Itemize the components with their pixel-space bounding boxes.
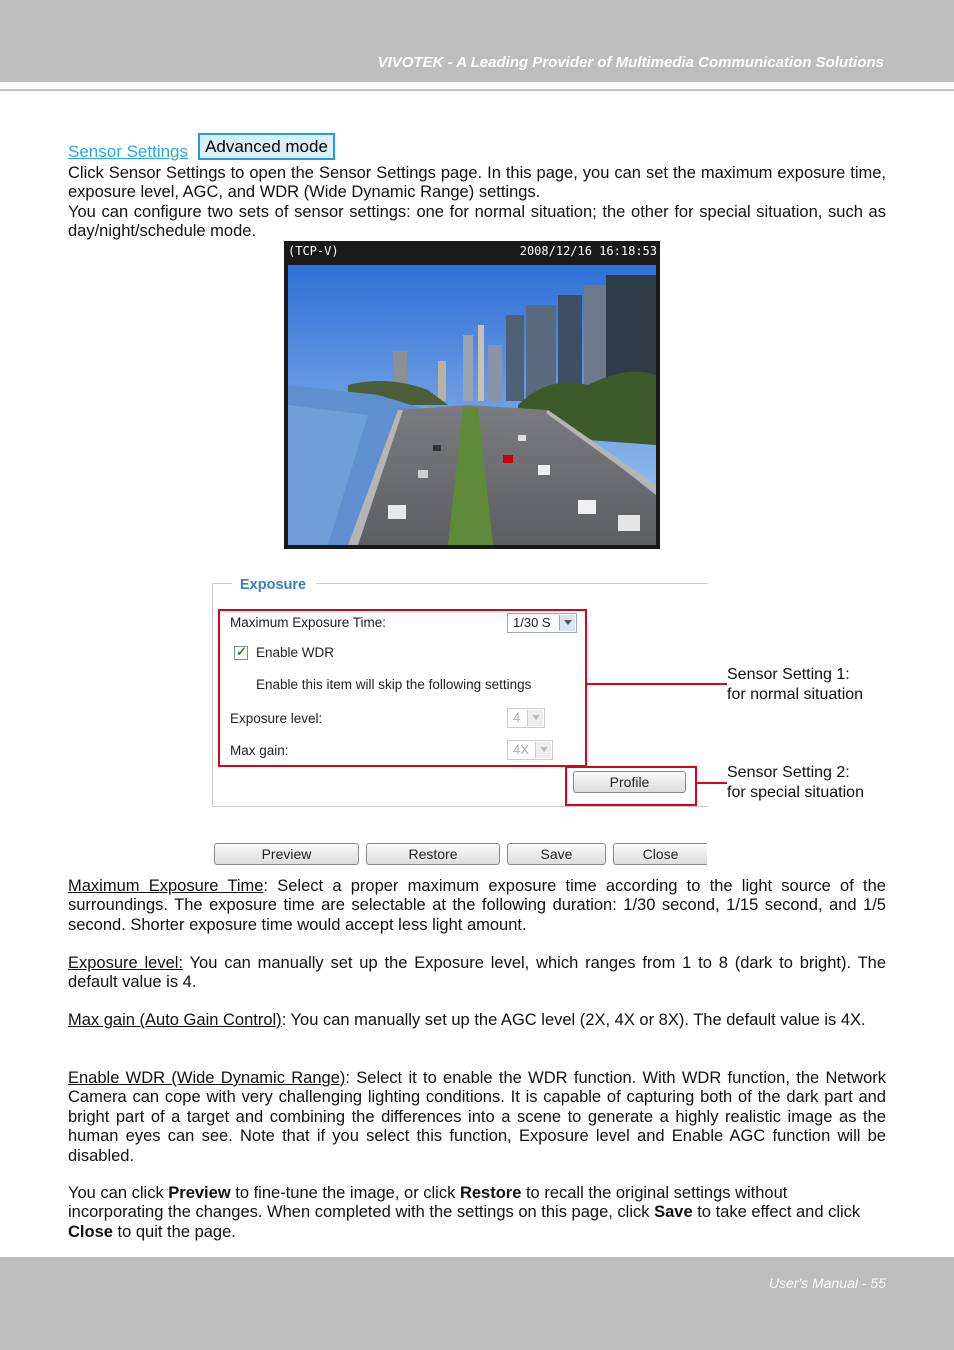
sensor-setting-2-highlight — [565, 766, 697, 806]
exposure-level-text: You can manually set up the Exposure level, which ranges from 1 to 8 (dark to bright). The default value is 4. — [68, 954, 887, 992]
camera-timestamp: 2008/12/16 16:18:53 — [519, 244, 657, 258]
advanced-mode-badge[interactable]: Advanced mode — [198, 133, 335, 160]
page-number: User's Manual - 55 — [768, 1275, 886, 1291]
exposure-level-description — [68, 954, 886, 993]
closing-text-4: to take effect and click — [692, 1203, 861, 1222]
closing-paragraph — [68, 1184, 886, 1242]
exposure-level-term: Exposure level: — [68, 954, 184, 972]
intro-paragraph-2: You can configure two sets of sensor settings: one for normal situation; the other for special situation, such as day/night/schedule mode. — [68, 203, 886, 241]
max-exposure-term: Maximum Exposure Time — [68, 877, 264, 895]
preview-button[interactable]: Preview — [214, 843, 359, 865]
save-button[interactable]: Save — [507, 843, 606, 865]
closing-restore: Restore — [459, 1184, 522, 1202]
note-2-desc: for special situation — [727, 783, 864, 801]
header-divider — [0, 89, 954, 91]
camera-info-bar — [284, 241, 660, 261]
max-gain-value: 4X — [513, 742, 529, 757]
sensor-setting-1-note — [727, 665, 863, 704]
profile-button[interactable]: Profile — [573, 771, 686, 793]
note-1-desc: for normal situation — [727, 685, 864, 703]
annotation-line-2 — [697, 782, 727, 784]
closing-text-1: You can click — [68, 1184, 169, 1202]
close-button[interactable]: Close — [613, 843, 707, 865]
max-gain-text: : You can manually set up the AGC level (2X, 4X or 8X). The default value is 4X. — [281, 1011, 866, 1029]
restore-button[interactable]: Restore — [366, 843, 500, 865]
intro-paragraph-1: Click Sensor Settings to open the Sensor Settings page. In this page, you can set the maximum exposure time, exposure level, AGC, and WDR (Wide Dynamic Range) settings. — [68, 164, 886, 202]
panel-top-border-right — [316, 583, 708, 584]
exposure-level-value: 4 — [513, 710, 521, 725]
max-gain-term: Max gain (Auto Gain Control) — [68, 1011, 282, 1029]
closing-text-2: to fine-tune the image, or click — [230, 1184, 460, 1202]
header-title: VIVOTEK - A Leading Provider of Multimedia Communication Solutions — [377, 54, 884, 71]
camera-source: (TCP-V) — [288, 244, 339, 258]
max-gain-description — [68, 1011, 886, 1030]
max-exposure-description — [68, 877, 886, 935]
closing-preview: Preview — [168, 1184, 231, 1202]
enable-wdr-label: Enable WDR — [256, 645, 335, 660]
max-exposure-value: 1/30 S — [513, 615, 551, 630]
skip-note: Enable this item will skip the following settings — [256, 677, 532, 692]
check-icon: ✓ — [236, 644, 247, 659]
camera-preview — [284, 241, 660, 549]
camera-image — [288, 265, 656, 545]
sensor-setting-1-highlight — [218, 609, 587, 767]
page-footer — [0, 1257, 954, 1350]
closing-text-3: to recall the original settings without incorporating the changes. When completed with the settings on this page, click — [68, 1184, 788, 1222]
note-2-title: Sensor Setting 2: — [727, 764, 850, 781]
annotation-line-1 — [587, 683, 727, 685]
closing-text-5: to quit the page. — [112, 1222, 236, 1241]
sensor-setting-2-note — [727, 763, 864, 802]
wdr-text: : Select it to enable the WDR function. With WDR function, the Network Camera can cope with very challenging lighting conditions. It is capable of capturing both of the dark part and bright part of a target and combining the differences into a scene to generate a highly realistic image as the human eyes can see. Note that if you select this function, Exposure level and Enable AGC function will be disabled. — [68, 1069, 886, 1165]
exposure-legend: Exposure — [240, 577, 307, 593]
note-1-title: Sensor Setting 1: — [727, 666, 850, 683]
wdr-description — [68, 1069, 886, 1166]
page-header — [0, 0, 954, 82]
wdr-term: Enable WDR (Wide Dynamic Range) — [68, 1069, 346, 1087]
exposure-level-label: Exposure level: — [230, 711, 323, 726]
max-exposure-text: : Select a proper maximum exposure time according to the light source of the surroundings. The exposure time are selectable at the following duration: 1/30 second, 1/15 second, and 1/5 second. Shorter exposure time would accept less light amount. — [68, 877, 886, 934]
closing-save: Save — [654, 1203, 693, 1222]
max-gain-label: Max gain: — [230, 743, 289, 758]
panel-top-border-left — [212, 583, 232, 584]
max-exposure-label: Maximum Exposure Time: — [230, 615, 387, 630]
sensor-settings-link[interactable]: Sensor Settings — [68, 142, 189, 161]
closing-close: Close — [68, 1222, 113, 1241]
